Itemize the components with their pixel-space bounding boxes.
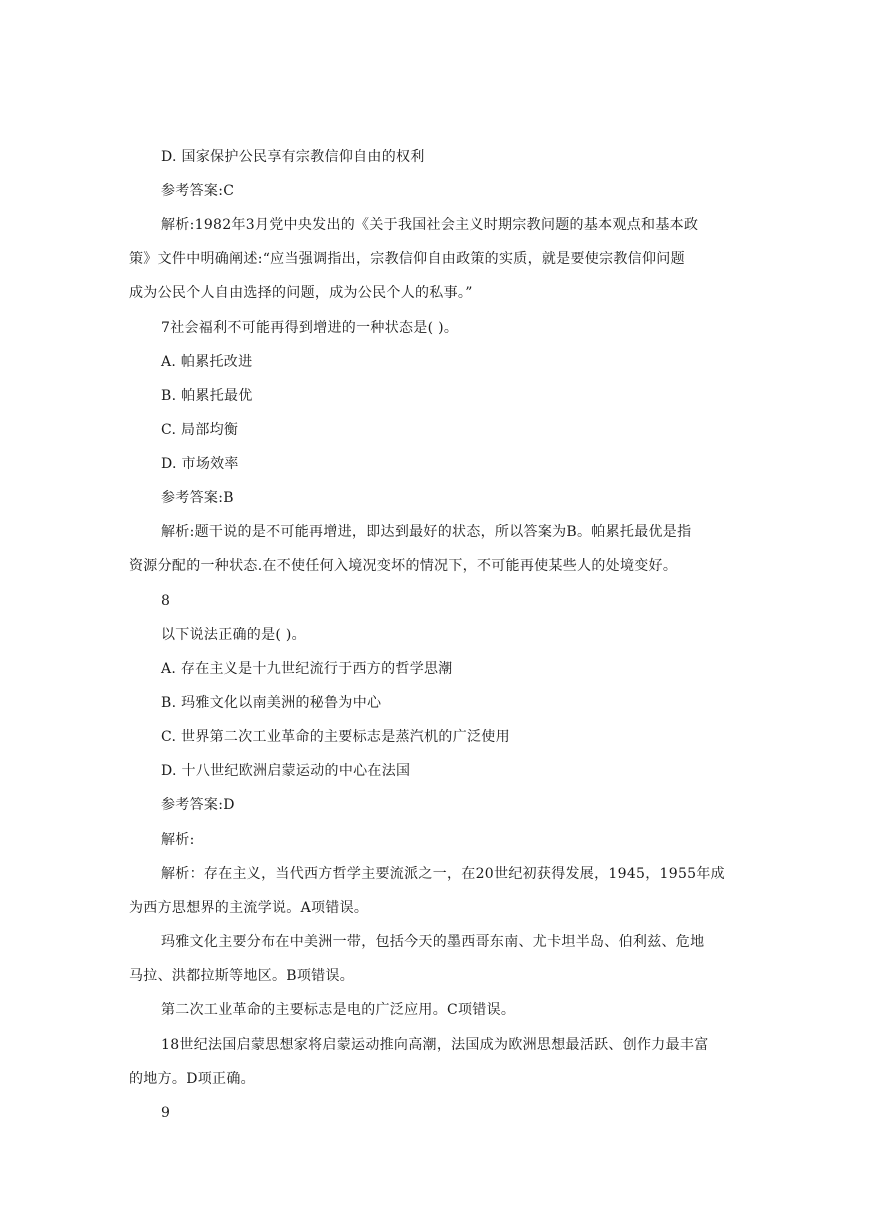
option-d-line: D. 十八世纪欧洲启蒙运动的中心在法国 (161, 763, 411, 779)
question-line: 7社会福利不可能再得到增进的一种状态是( )。 (161, 320, 459, 336)
question-line: 以下说法正确的是( )。 (161, 627, 306, 643)
option-a-line: A. 帕累托改进 (161, 354, 253, 370)
option-c-line: C. 局部均衡 (161, 422, 239, 438)
answer-line: 参考答案:C (161, 183, 235, 199)
analysis-line: 18世纪法国启蒙思想家将启蒙运动推向高潮，法国成为欧洲思想最活跃、创作力最丰富 (161, 1037, 709, 1053)
answer-line: 参考答案:D (161, 797, 235, 813)
analysis-line: 资源分配的一种状态.在不使任何入境况变坏的情况下，不可能再使某些人的处境变好。 (129, 558, 678, 574)
question-number: 9 (161, 1105, 171, 1121)
analysis-line: 成为公民个人自由选择的问题，成为公民个人的私事。” (129, 285, 473, 301)
option-a-line: A. 存在主义是十九世纪流行于西方的哲学思潮 (161, 661, 453, 677)
analysis-line: 玛雅文化主要分布在中美洲一带，包括今天的墨西哥东南、尤卡坦半岛、伯利兹、危地 (161, 934, 705, 950)
analysis-line: 策》文件中明确阐述:“应当强调指出，宗教信仰自由政策的实质，就是要使宗教信仰问题 (129, 251, 685, 267)
analysis-heading: 解析: (161, 832, 195, 848)
answer-line: 参考答案:B (161, 490, 234, 506)
analysis-line: 解析:1982年3月党中央发出的《关于我国社会主义时期宗教问题的基本观点和基本政 (161, 217, 699, 233)
option-b-line: B. 帕累托最优 (161, 388, 253, 404)
option-b-line: B. 玛雅文化以南美洲的秘鲁为中心 (161, 695, 382, 711)
analysis-line: 的地方。D项正确。 (129, 1071, 255, 1087)
analysis-line: 解析:题干说的是不可能再增进，即达到最好的状态，所以答案为B。帕累托最优是指 (161, 524, 692, 540)
analysis-line: 第二次工业革命的主要标志是电的广泛应用。C项错误。 (161, 1002, 516, 1018)
option-d-line: D. 市场效率 (161, 456, 239, 472)
option-d-line: D. 国家保护公民享有宗教信仰自由的权利 (161, 149, 425, 165)
analysis-line: 解析：存在主义，当代西方哲学主要流派之一，在20世纪初获得发展，1945，1955年成 (161, 866, 725, 882)
option-c-line: C. 世界第二次工业革命的主要标志是蒸汽机的广泛使用 (161, 729, 510, 745)
analysis-line: 马拉、洪都拉斯等地区。B项错误。 (129, 968, 355, 984)
analysis-line: 为西方思想界的主流学说。A项错误。 (129, 900, 369, 916)
question-number: 8 (161, 593, 171, 609)
